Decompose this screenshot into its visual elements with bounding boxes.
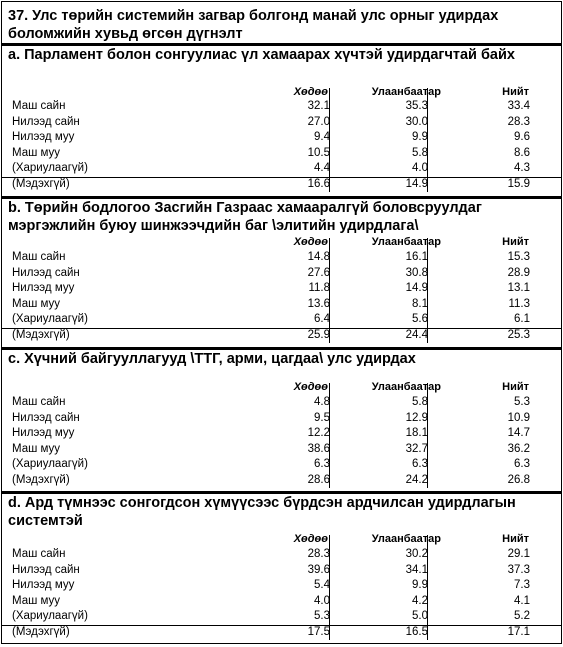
row-value-v1: 4.0 [314,594,330,607]
row-value-v2: 35.3 [405,100,428,112]
table-row [2,395,561,410]
row-label: Нилээд муу [12,579,75,591]
row-label: Маш муу [12,297,61,310]
row-value-v1: 11.8 [308,282,330,294]
row-label: Маш муу [12,594,61,607]
row-value-v1: 4.4 [314,162,330,174]
row-value-v3: 10.9 [507,411,530,424]
row-label: (Мэдэхгүй) [12,625,70,638]
table-row [2,411,561,426]
section-title: c. Хүчний байгууллагууд \ТТГ, арми, цагдаа\ улс удирдах [8,351,416,367]
row-value-v2: 30.2 [405,548,428,560]
row-value-v3: 4.3 [514,162,530,174]
row-value-v2: 24.4 [405,328,428,341]
table-row [2,594,561,609]
row-value-v3: 28.9 [507,266,530,279]
row-value-v2: 14.9 [405,282,428,294]
row-value-v1: 39.6 [307,563,330,576]
row-value-v2: 9.9 [412,579,428,591]
row-value-v1: 6.3 [314,458,330,470]
table-row [2,115,561,130]
row-value-v3: 37.3 [507,563,530,576]
row-value-v1: 6.4 [314,313,330,325]
row-value-v3: 33.4 [507,100,530,112]
row-label: (Хариулаагүй) [12,162,88,174]
row-value-v1: 28.3 [307,548,330,560]
table-row [2,625,561,640]
row-label: Маш муу [12,146,61,159]
row-value-v2: 6.3 [412,458,428,470]
row-value-v2: 9.9 [412,131,428,143]
row-label: (Хариулаагүй) [12,458,88,470]
row-value-v2: 4.2 [412,594,428,607]
table-row [2,266,561,281]
column-header-c1: Хөдөө [293,86,328,98]
column-header-c1: Хөдөө [293,381,328,393]
row-label: Нилээд муу [12,282,75,294]
row-label: Нилээд сайн [12,266,80,279]
row-value-v3: 15.9 [507,177,530,190]
table-row [2,457,561,472]
survey-table [1,1,562,644]
table-row [2,578,561,593]
row-value-v2: 14.9 [405,177,428,190]
row-value-v3: 5.3 [514,396,530,408]
row-value-v1: 27.0 [307,115,330,128]
table-row [2,473,561,488]
row-value-v3: 6.3 [514,458,530,470]
table-row [2,442,561,457]
row-value-v1: 12.2 [307,427,330,439]
row-value-v2: 5.0 [412,610,428,622]
row-value-v2: 34.1 [405,563,428,576]
column-header-c2: Улаанбаатар [371,533,441,545]
section-title: b. Төрийн бодлогоо Засгийн Газраас хамааралгүй боловсруулдаг мэргэжлийн буюу шинжээчдийн баг \элитийн удирдлага\ [8,200,482,234]
row-label: (Мэдэхгүй) [12,177,70,190]
row-label: Маш сайн [12,100,66,112]
row-value-v3: 25.3 [507,328,530,341]
row-value-v2: 18.1 [405,427,428,439]
row-value-v3: 15.3 [507,251,530,263]
row-value-v1: 10.5 [307,146,330,159]
row-label: Маш сайн [12,396,66,408]
row-value-v3: 8.6 [514,146,530,159]
row-value-v1: 4.8 [314,396,330,408]
table-row [2,146,561,161]
row-value-v3: 26.8 [507,473,530,486]
row-value-v1: 9.5 [314,411,330,424]
row-label: Маш сайн [12,251,66,263]
table-row [2,426,561,441]
table-row [2,99,561,114]
row-value-v3: 14.7 [507,427,530,439]
row-value-v3: 9.6 [514,131,530,143]
row-value-v1: 28.6 [307,473,330,486]
row-value-v2: 32.7 [405,442,428,455]
table-row [2,177,561,192]
row-label: Нилээд сайн [12,411,80,424]
table-row [2,547,561,562]
row-value-v1: 25.9 [307,328,330,341]
table-row [2,609,561,624]
table-row [2,130,561,145]
column-header-c1: Хөдөө [293,236,328,248]
row-label: Нилээд сайн [12,563,80,576]
column-header-c1: Хөдөө [293,533,328,545]
row-value-v2: 5.6 [412,313,428,325]
row-label: (Хариулаагүй) [12,610,88,622]
row-label: (Мэдэхгүй) [12,328,70,341]
table-row [2,250,561,265]
row-value-v3: 17.1 [507,625,530,638]
section-title: d. Ард түмнээс сонгогдсон хүмүүсээс бүрдсэн ардчилсан удирдлагын системтэй [8,495,516,529]
row-value-v3: 7.3 [514,579,530,591]
row-label: Маш муу [12,442,61,455]
column-header-c2: Улаанбаатар [371,86,441,98]
table-title: 37. Улс төрийн системийн загвар болгонд манай улс орныг удирдах боломжийн хувьд өгсөн дүгнэлт [8,8,499,42]
row-value-v2: 5.8 [412,146,428,159]
table-row [2,328,561,343]
row-label: Нилээд сайн [12,115,80,128]
row-value-v2: 24.2 [405,473,428,486]
row-value-v3: 11.3 [508,297,530,310]
row-value-v1: 5.4 [314,579,330,591]
section-title: a. Парламент болон сонгуулиас үл хамаарах хүчтэй удирдагчтай байх [8,47,515,63]
table-row [2,312,561,327]
row-value-v3: 28.3 [507,115,530,128]
column-header-c2: Улаанбаатар [371,236,441,248]
row-value-v3: 6.1 [514,313,530,325]
table-row [2,297,561,312]
row-value-v3: 29.1 [507,548,530,560]
row-value-v2: 30.8 [405,266,428,279]
table-row [2,161,561,176]
row-value-v3: 13.1 [507,282,530,294]
row-value-v3: 36.2 [507,442,530,455]
row-value-v3: 4.1 [514,594,530,607]
row-value-v1: 5.3 [314,610,330,622]
row-value-v1: 9.4 [314,131,330,143]
row-value-v1: 14.8 [307,251,330,263]
row-value-v3: 5.2 [514,610,530,622]
row-value-v1: 13.6 [307,297,330,310]
row-value-v2: 12.9 [405,411,428,424]
row-value-v2: 5.8 [412,396,428,408]
row-label: (Мэдэхгүй) [12,473,70,486]
table-row [2,281,561,296]
row-value-v2: 16.1 [405,251,428,263]
column-header-c3: Нийт [502,86,529,98]
row-value-v2: 8.1 [412,297,428,310]
row-value-v1: 27.6 [307,266,330,279]
row-label: Нилээд муу [12,427,75,439]
row-value-v2: 30.0 [405,115,428,128]
row-value-v1: 38.6 [307,442,330,455]
table-row [2,563,561,578]
row-value-v1: 16.6 [307,177,330,190]
column-header-c3: Нийт [502,533,529,545]
row-value-v2: 16.5 [405,625,428,638]
column-header-c3: Нийт [502,236,529,248]
row-label: Нилээд муу [12,131,75,143]
row-value-v2: 4.0 [412,162,428,174]
row-label: (Хариулаагүй) [12,313,88,325]
row-label: Маш сайн [12,548,66,560]
row-value-v1: 32.1 [307,100,330,112]
row-value-v1: 17.5 [307,625,330,638]
column-header-c2: Улаанбаатар [371,381,441,393]
column-header-c3: Нийт [502,381,529,393]
